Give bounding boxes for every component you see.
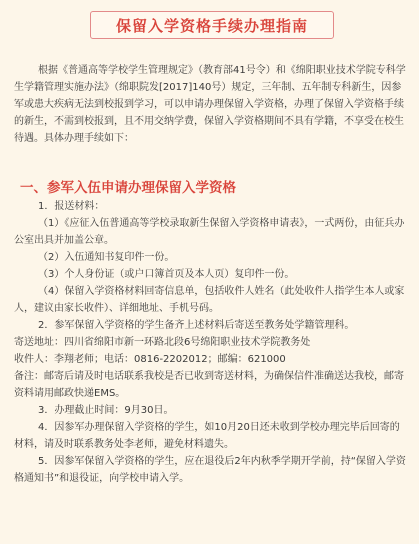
item-1-4: （4）保留入学资格材料回寄信息单，包括收件人姓名（此处收件人指学生本人或家人，建议由家长收件）、详细地址、手机号码。 xyxy=(14,286,405,314)
item-1-2: （2）入伍通知书复印件一份。 xyxy=(38,252,175,263)
item-1-1: （1）《应征入伍普通高等学校录取新生保留入学资格申请表》，一式两份，由征兵办公室出具并加盖公章。 xyxy=(14,218,405,246)
mailing-address: 寄送地址：四川省绵阳市新一环路北段6号绵阳职业技术学院教务处 xyxy=(14,337,311,348)
intro-paragraph: 根据《普通高等学校学生管理规定》（教育部41号令）和《绵阳职业技术学院专科学生学籍管理实施办法》（绵职院发[2017]140号）规定，三年制、五年制专科新生，因参军或患大疾病无法到校报到学习，可以申请办理保留入学资格，办理了保留入学资格手续的新生，不需到校报到，且不用交纳学费，保留入学资格期间不具有学籍，不享受在校生待遇。具体办理手续如下： xyxy=(14,65,406,144)
recipient-info: 收件人：李翔老师；电话：0816-2202012；邮编：621000 xyxy=(14,354,286,365)
item-1: 1．报送材料： xyxy=(38,201,105,212)
title-box xyxy=(90,11,334,39)
item-3: 3．办理截止时间：9月30日。 xyxy=(38,405,174,416)
item-1-3: （3）个人身份证（或户口簿首页及本人页）复印件一份。 xyxy=(38,269,295,280)
section-body xyxy=(14,198,406,487)
section-heading-military: 一、参军入伍申请办理保留入学资格 xyxy=(20,180,236,196)
item-4: 4．因参军办理保留入学资格的学生，如10月20日还未收到学校办理完毕后回寄的材料，请及时联系教务处李老师，避免材料遗失。 xyxy=(14,422,400,450)
item-2: 2．参军保留入学资格的学生备齐上述材料后寄送至教务处学籍管理科。 xyxy=(38,320,355,331)
note: 备注：邮寄后请及时电话联系我校是否已收到寄送材料，为确保信件准确送达我校，邮寄资料请用邮政快递EMS。 xyxy=(14,371,404,399)
page-title: 保留入学资格手续办理指南 xyxy=(115,16,308,35)
item-5: 5．因参军保留入学资格的学生，应在退役后2年内秋季学期开学前，持“保留入学资格通知书”和退役证，向学校申请入学。 xyxy=(14,456,406,484)
